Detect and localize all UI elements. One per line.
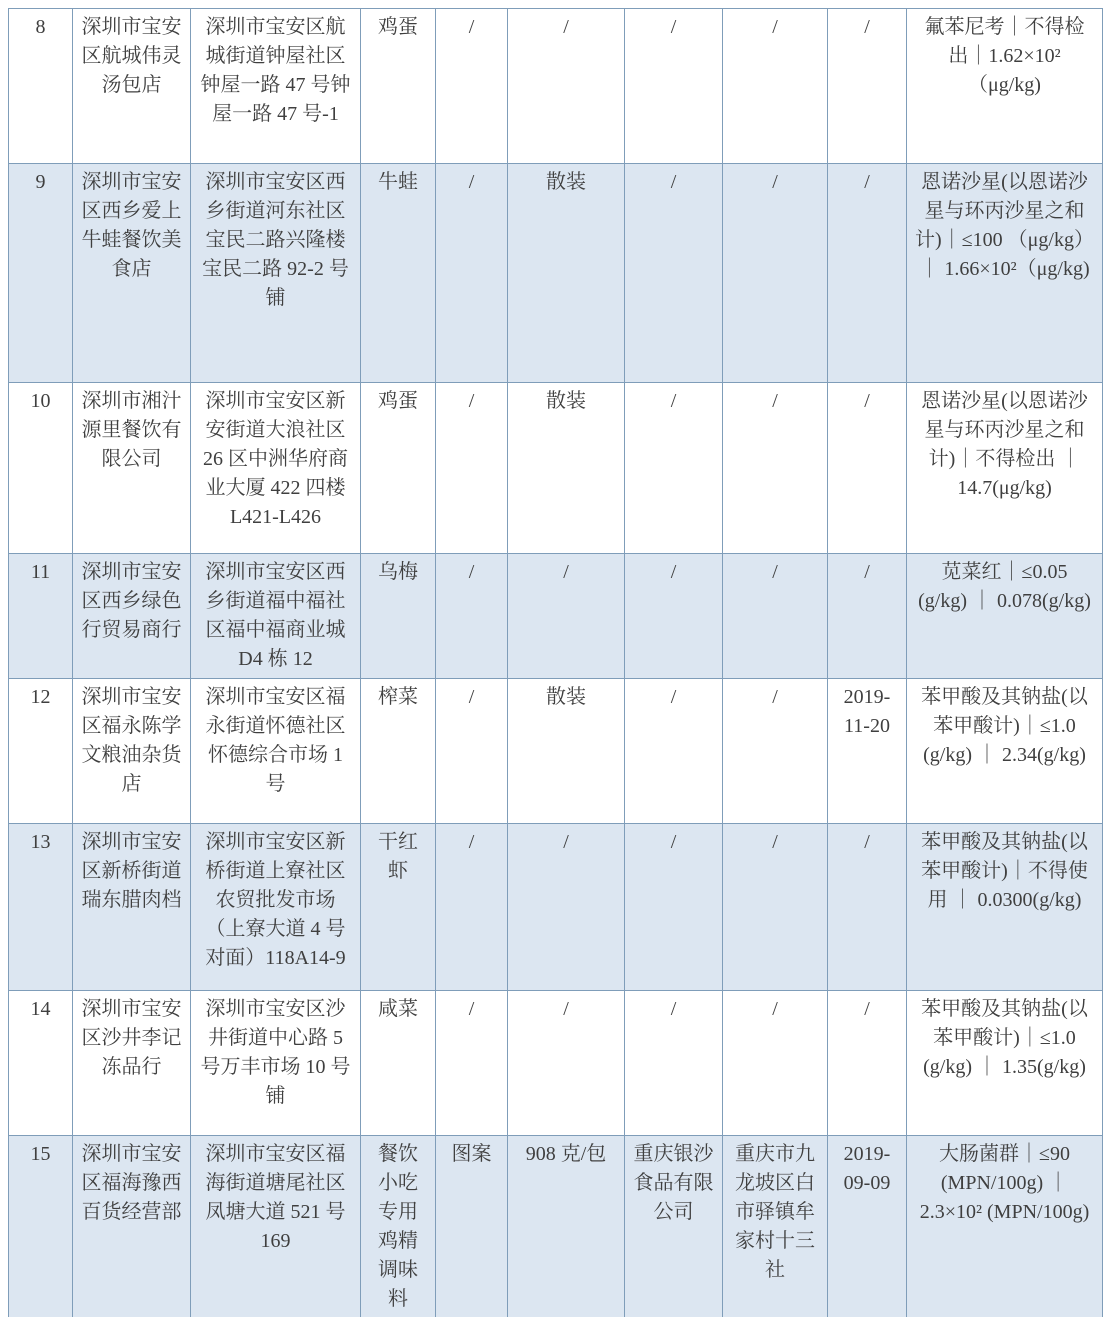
cell-trademark: /: [436, 383, 508, 554]
cell-test-result: 苯甲酸及其钠盐(以苯甲酸计)｜≤1.0 (g/kg) ｜ 1.35(g/kg): [907, 991, 1103, 1136]
cell-test-result: 大肠菌群｜≤90 (MPN/100g) ｜ 2.3×10² (MPN/100g): [907, 1136, 1103, 1317]
cell-producer-address: /: [723, 679, 828, 824]
cell-trademark: /: [436, 679, 508, 824]
cell-company-name: 深圳市宝安区航城伟灵汤包店: [73, 9, 191, 164]
cell-company-address: 深圳市宝安区新安街道大浪社区 26 区中洲华府商业大厦 422 四楼 L421-L426: [191, 383, 361, 554]
cell-sample-name: 餐饮小吃专用鸡精调味料: [361, 1136, 436, 1317]
cell-specification: /: [508, 824, 625, 991]
cell-producer-address: /: [723, 991, 828, 1136]
table-row: [9, 164, 1103, 383]
cell-sample-name: 榨菜: [361, 679, 436, 824]
cell-trademark: /: [436, 991, 508, 1136]
cell-test-result: 恩诺沙星(以恩诺沙星与环丙沙星之和计)｜≤100 （μg/kg） ｜ 1.66×10²（μg/kg): [907, 164, 1103, 383]
cell-sequence-number: 11: [9, 554, 73, 679]
cell-sample-name: 鸡蛋: [361, 9, 436, 164]
cell-producer-address: /: [723, 9, 828, 164]
cell-company-name: 深圳市宝安区新桥街道瑞东腊肉档: [73, 824, 191, 991]
cell-production-date: 2019-09-09: [828, 1136, 907, 1317]
cell-production-date: /: [828, 383, 907, 554]
cell-company-address: 深圳市宝安区新桥街道上寮社区农贸批发市场（上寮大道 4 号对面）118A14-9: [191, 824, 361, 991]
cell-producer-name: /: [625, 554, 723, 679]
cell-sequence-number: 14: [9, 991, 73, 1136]
cell-producer-name: /: [625, 9, 723, 164]
cell-company-address: 深圳市宝安区航城街道钟屋社区钟屋一路 47 号钟屋一路 47 号-1: [191, 9, 361, 164]
cell-company-name: 深圳市宝安区西乡爱上牛蛙餐饮美食店: [73, 164, 191, 383]
cell-production-date: 2019-11-20: [828, 679, 907, 824]
cell-specification: 散装: [508, 164, 625, 383]
cell-sample-name: 乌梅: [361, 554, 436, 679]
cell-trademark: 图案: [436, 1136, 508, 1317]
cell-company-address: 深圳市宝安区西乡街道福中福社区福中福商业城 D4 栋 12: [191, 554, 361, 679]
cell-producer-name: /: [625, 824, 723, 991]
cell-trademark: /: [436, 554, 508, 679]
table-row: [9, 9, 1103, 164]
cell-sequence-number: 10: [9, 383, 73, 554]
cell-company-address: 深圳市宝安区福永街道怀德社区怀德综合市场 1 号: [191, 679, 361, 824]
cell-sample-name: 鸡蛋: [361, 383, 436, 554]
cell-sequence-number: 9: [9, 164, 73, 383]
cell-company-name: 深圳市湘汁源里餐饮有限公司: [73, 383, 191, 554]
cell-specification: /: [508, 9, 625, 164]
cell-production-date: /: [828, 991, 907, 1136]
cell-specification: /: [508, 554, 625, 679]
cell-trademark: /: [436, 824, 508, 991]
cell-test-result: 苯甲酸及其钠盐(以苯甲酸计)｜≤1.0 (g/kg) ｜ 2.34(g/kg): [907, 679, 1103, 824]
table-row: [9, 554, 1103, 679]
cell-test-result: 苋菜红｜≤0.05 (g/kg) ｜ 0.078(g/kg): [907, 554, 1103, 679]
table-row: [9, 679, 1103, 824]
cell-production-date: /: [828, 9, 907, 164]
cell-producer-address: /: [723, 554, 828, 679]
cell-company-name: 深圳市宝安区福海豫西百货经营部: [73, 1136, 191, 1317]
table-row: [9, 383, 1103, 554]
cell-production-date: /: [828, 824, 907, 991]
sampling-results-table: [8, 8, 1103, 1317]
cell-company-address: 深圳市宝安区西乡街道河东社区宝民二路兴隆楼宝民二路 92-2 号铺: [191, 164, 361, 383]
cell-company-name: 深圳市宝安区沙井李记冻品行: [73, 991, 191, 1136]
cell-company-address: 深圳市宝安区沙井街道中心路 5 号万丰市场 10 号铺: [191, 991, 361, 1136]
cell-test-result: 恩诺沙星(以恩诺沙星与环丙沙星之和计)｜不得检出 ｜14.7(μg/kg): [907, 383, 1103, 554]
cell-trademark: /: [436, 164, 508, 383]
cell-producer-name: /: [625, 383, 723, 554]
cell-producer-address: /: [723, 824, 828, 991]
cell-sample-name: 干红虾: [361, 824, 436, 991]
cell-producer-address: /: [723, 383, 828, 554]
cell-producer-name: 重庆银沙食品有限公司: [625, 1136, 723, 1317]
cell-specification: 908 克/包: [508, 1136, 625, 1317]
cell-producer-name: /: [625, 991, 723, 1136]
table-row: [9, 1136, 1103, 1317]
cell-producer-address: /: [723, 164, 828, 383]
table-body: [9, 9, 1103, 1317]
cell-sequence-number: 13: [9, 824, 73, 991]
table-row: [9, 824, 1103, 991]
cell-production-date: /: [828, 554, 907, 679]
cell-company-name: 深圳市宝安区福永陈学文粮油杂货店: [73, 679, 191, 824]
cell-producer-name: /: [625, 164, 723, 383]
cell-sequence-number: 12: [9, 679, 73, 824]
cell-production-date: /: [828, 164, 907, 383]
cell-sequence-number: 8: [9, 9, 73, 164]
cell-test-result: 苯甲酸及其钠盐(以苯甲酸计)｜不得使用 ｜ 0.0300(g/kg): [907, 824, 1103, 991]
table-row: [9, 991, 1103, 1136]
cell-company-address: 深圳市宝安区福海街道塘尾社区凤塘大道 521 号 169: [191, 1136, 361, 1317]
cell-specification: /: [508, 991, 625, 1136]
cell-company-name: 深圳市宝安区西乡绿色行贸易商行: [73, 554, 191, 679]
cell-trademark: /: [436, 9, 508, 164]
cell-specification: 散装: [508, 679, 625, 824]
cell-sample-name: 牛蛙: [361, 164, 436, 383]
cell-producer-name: /: [625, 679, 723, 824]
cell-test-result: 氟苯尼考｜不得检出｜1.62×10²（μg/kg): [907, 9, 1103, 164]
cell-producer-address: 重庆市九龙坡区白市驿镇牟家村十三社: [723, 1136, 828, 1317]
cell-specification: 散装: [508, 383, 625, 554]
cell-sequence-number: 15: [9, 1136, 73, 1317]
cell-sample-name: 咸菜: [361, 991, 436, 1136]
